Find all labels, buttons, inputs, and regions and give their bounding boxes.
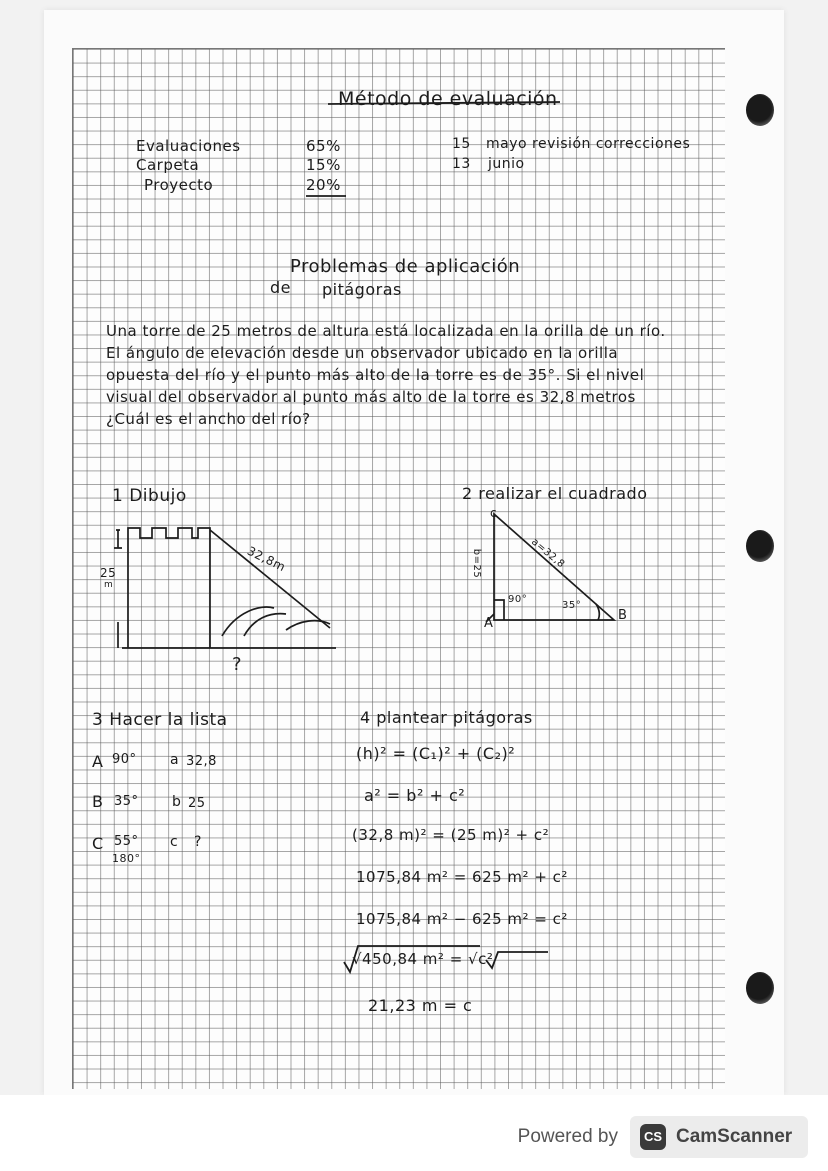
step2-title: 2 realizar el cuadrado xyxy=(462,484,648,503)
eval-label-2: Carpeta xyxy=(136,156,200,174)
list-vertex-c: C xyxy=(92,834,104,853)
triangle-drawing xyxy=(486,514,614,622)
vertex-c-label: c xyxy=(490,506,498,520)
title-underline xyxy=(328,102,560,104)
problem-title-de: de xyxy=(270,278,291,297)
list-vertex-b: B xyxy=(92,792,104,811)
sqrt-symbols xyxy=(344,946,548,972)
step3-title: 3 Hacer la lista xyxy=(92,710,228,730)
angle-b-label: 35° xyxy=(562,600,582,611)
formula-line-6: √450,84 m² = √c² xyxy=(352,950,494,968)
list-vertex-a: A xyxy=(92,752,104,771)
tower-drawing xyxy=(114,528,336,648)
list-side-b: b xyxy=(172,794,182,810)
eval-value-1: 65% xyxy=(306,137,341,155)
side-b-label: b=25 xyxy=(471,548,483,579)
list-side-c: c xyxy=(170,834,179,850)
formula-line-1: (h)² = (C₁)² + (C₂)² xyxy=(356,744,516,763)
sightline-label: 32,8m xyxy=(245,543,288,575)
step1-title: 1 Dibujo xyxy=(112,486,187,506)
formula-line-4: 1075,84 m² = 625 m² + c² xyxy=(356,868,568,886)
list-angle-c: 55° xyxy=(114,834,139,849)
list-value-a: 32,8 xyxy=(186,754,217,769)
list-angle-a: 90° xyxy=(112,752,137,767)
angle-a-label: 90° xyxy=(508,594,528,605)
underlines xyxy=(306,102,560,196)
problem-title: Problemas de aplicación xyxy=(290,256,521,277)
date-text-1: mayo revisión correcciones xyxy=(486,136,691,152)
river-width-unknown: ? xyxy=(232,654,243,675)
date-day-2: 13 xyxy=(452,156,471,172)
formula-result: 21,23 m = c xyxy=(368,996,473,1015)
camscanner-logo-icon: CS xyxy=(640,1124,666,1150)
problem-title-pitagoras: pitágoras xyxy=(322,280,402,299)
step4-title: 4 plantear pitágoras xyxy=(360,708,533,727)
list-value-b: 25 xyxy=(188,796,206,811)
powered-by-text: Powered by xyxy=(517,1126,618,1147)
tower-height-label: 25 xyxy=(100,566,117,580)
formula-line-2: a² = b² + c² xyxy=(364,786,466,805)
list-value-c: ? xyxy=(194,834,202,850)
date-text-2: junio xyxy=(488,156,525,172)
tower-height-unit: m xyxy=(104,580,114,590)
page-title: Método de evaluación xyxy=(338,88,558,110)
eval-value-3: 20% xyxy=(306,176,341,194)
formula-line-3: (32,8 m)² = (25 m)² + c² xyxy=(352,826,550,844)
date-day-1: 15 xyxy=(452,136,471,152)
eval-value-2: 15% xyxy=(306,156,341,174)
eval-label-3: Proyecto xyxy=(144,176,214,194)
formula-line-5: 1075,84 m² − 625 m² = c² xyxy=(356,910,568,928)
camscanner-brand: CamScanner xyxy=(676,1126,793,1147)
list-angle-b: 35° xyxy=(114,794,139,809)
list-side-a: a xyxy=(170,752,180,768)
problem-statement: Una torre de 25 metros de altura está localizada en la orilla de un río. El ángulo de elevación desde un observador ubicado en la orilla opuesta del río y el punto más alto de la torre es de 35°. Si el nivel visual del observador al punto más alto de la torre es 32,8 metros ¿Cuál es el ancho del río? xyxy=(106,322,666,428)
vertex-b-label: B xyxy=(618,608,628,623)
vertex-a-label: A xyxy=(484,616,494,631)
angle-sum: 180° xyxy=(112,852,141,865)
eval-label-1: Evaluaciones xyxy=(136,137,241,155)
side-a-label: a=32,8 xyxy=(529,536,567,571)
